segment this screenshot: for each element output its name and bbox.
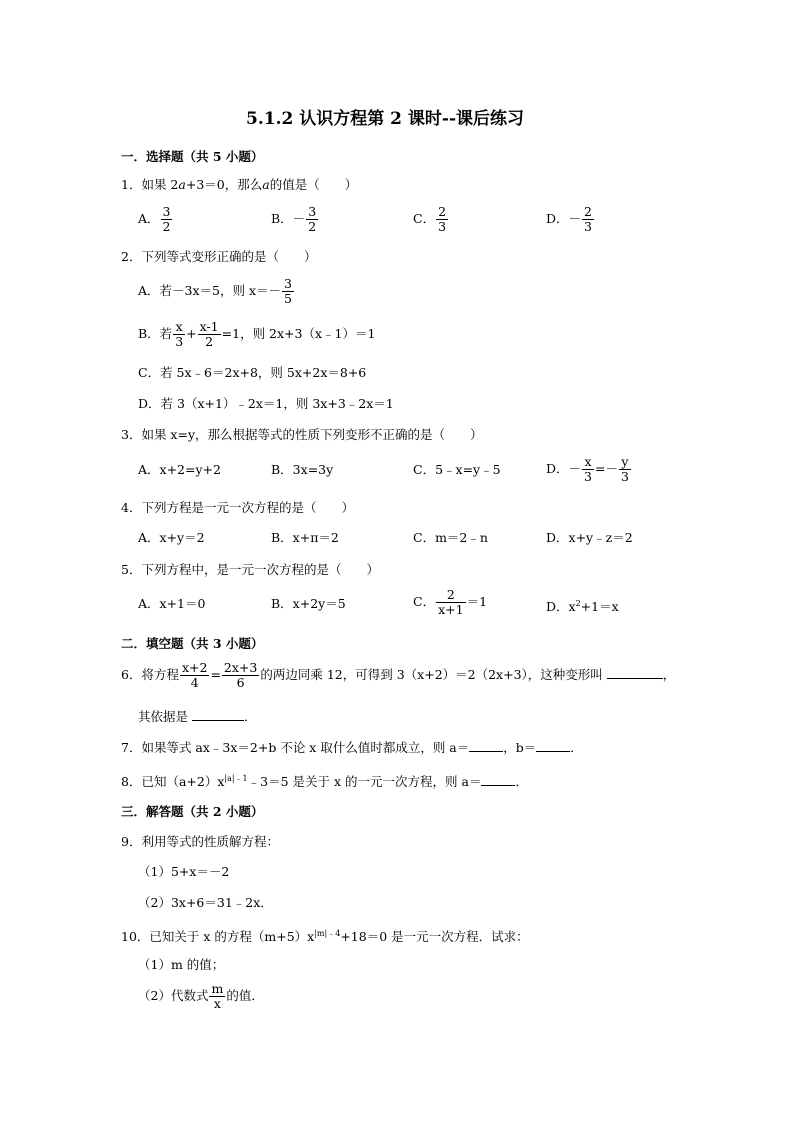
question-3-stem: 3．如果 x=y，那么根据等式的性质下列变形不正确的是（ ） <box>121 427 483 442</box>
question-3-option-d: D．－ $\frac{x}{3}$ =－ $\frac{y}{3}$ <box>546 454 629 484</box>
section-heading-fill: 二．填空题（共 3 小题） <box>121 636 264 651</box>
question-6-line2: 其依据是 ． <box>138 709 257 724</box>
page-title: 5.1.2 认识方程第 2 课时--课后练习 <box>246 109 525 129</box>
question-4-option-d: D．x+y﹣z＝2 <box>546 530 633 545</box>
question-5-option-a: A．x+1＝0 <box>138 596 206 611</box>
section-heading-choice: 一．选择题（共 5 小题） <box>121 149 264 164</box>
question-8: 8．已知$(a+2)x^{|a|﹣1}﹣3=5$ 是关于 x 的一元一次方程，则 a＝ ． <box>121 774 528 790</box>
question-10-part-1: （1）m 的值； <box>138 957 225 972</box>
question-9-stem: 9．利用等式的性质解方程： <box>121 834 279 849</box>
question-1-option-a: A． $\frac{3}{2}$ <box>138 204 171 234</box>
question-2-option-c: C．若 5x﹣6＝2x+8，则 5x+2x＝8+6 <box>138 365 367 380</box>
question-10-part-2: （2）代数式 $\frac{m}{x}$ 的值． <box>138 981 264 1011</box>
question-7: 7．如果等式 ax﹣3x＝2+b 不论 x 取什么值时都成立，则 a＝ ，b＝ ． <box>121 740 583 755</box>
blank <box>536 750 570 752</box>
question-3-option-c: C．5﹣x=y﹣5 <box>413 462 501 477</box>
question-2-stem: 2．下列等式变形正确的是（ ） <box>121 249 317 264</box>
question-5-option-d: D．$x^2+1=x$ <box>546 599 619 615</box>
question-1-stem: 1．如果 2a+3＝0，那么a的值是（ ） <box>121 177 358 192</box>
section-heading-answer: 三．解答题（共 2 小题） <box>121 804 264 819</box>
question-2-option-a: A．若－3x＝5，则 x＝－ $\frac{3}{5}$ <box>138 276 292 306</box>
question-1-option-d: D．－ $\frac{2}{3}$ <box>546 204 592 234</box>
question-4-option-c: C．m＝2﹣n <box>413 530 488 545</box>
blank <box>481 784 515 786</box>
question-10-stem: 10．已知关于 x 的方程$(m+5)x^{|m|﹣4}+18=0$ 是一元一次方程．试求： <box>121 929 529 945</box>
question-5-stem: 5．下列方程中，是一元一次方程的是（ ） <box>121 562 379 577</box>
question-4-stem: 4．下列方程是一元一次方程的是（ ） <box>121 500 354 515</box>
question-4-option-a: A．x+y＝2 <box>138 530 205 545</box>
question-9-part-1: （1）5+x＝－2 <box>138 864 230 879</box>
question-5-option-b: B．x+2y＝5 <box>271 596 346 611</box>
blank <box>192 719 244 721</box>
question-3-option-b: B．3x=3y <box>271 462 334 477</box>
question-6-line1: 6．将方程 $\frac{x+2}{4}$ = $\frac{2x+3}{6}$ 的两边同乘 12，可得到 3（x+2）＝2（2x+3），这种变形叫 ， <box>121 660 676 690</box>
question-5-option-c: C． $\frac{2}{x+1}$ ＝1 <box>413 587 488 617</box>
question-2-option-b: B．若 $\frac{x}{3}$ + $\frac{x-1}{2}$ =1，则 2x+3（x﹣1）＝1 <box>138 319 376 349</box>
blank <box>607 677 663 679</box>
blank <box>469 750 503 752</box>
question-9-part-2: （2）3x+6＝31﹣2x． <box>138 895 273 910</box>
question-3-option-a: A．x+2=y+2 <box>138 462 221 477</box>
question-4-option-b: B．x+π＝2 <box>271 530 339 545</box>
question-2-option-d: D．若 3（x+1）﹣2x＝1，则 3x+3﹣2x＝1 <box>138 396 394 411</box>
question-1-option-c: C． $\frac{2}{3}$ <box>413 204 447 234</box>
question-1-option-b: B．－ $\frac{3}{2}$ <box>271 204 317 234</box>
